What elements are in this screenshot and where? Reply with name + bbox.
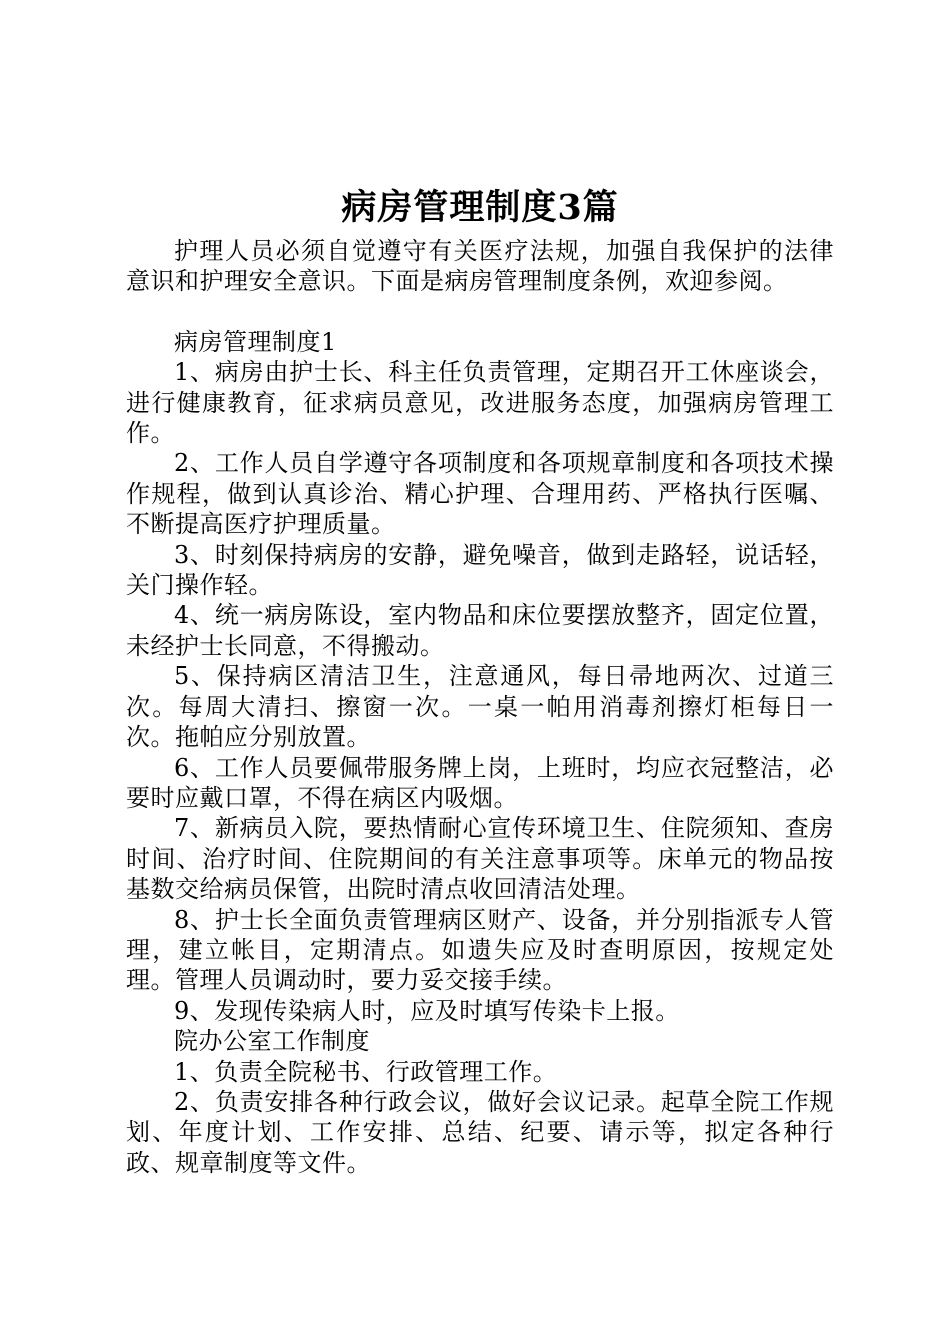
document-page — [126, 180, 834, 1178]
section1-item-8: 8、护士长全面负责管理病区财产、设备，并分别指派专人管理，建立帐目，定期清点。如遗失应及时查明原因，按规定处理。管理人员调动时，要力妥交接手续。 — [126, 905, 834, 995]
section-heading-2: 院办公室工作制度 — [174, 1027, 370, 1056]
section1-item-7: 7、新病员入院，要热情耐心宣传环境卫生、住院须知、查房时间、治疗时间、住院期间的有关注意事项等。床单元的物品按基数交给病员保管，出院时清点收回清洁处理。 — [126, 814, 834, 904]
document-title: 病房管理制度3篇 — [341, 187, 619, 228]
blank-line — [126, 297, 834, 327]
section1-item-9: 9、发现传染病人时，应及时填写传染卡上报。 — [174, 996, 680, 1025]
section2-item-2: 2、负责安排各种行政会议，做好会议记录。起草全院工作规划、年度计划、工作安排、总结、纪要、请示等，拟定各种行政、规章制度等文件。 — [126, 1087, 834, 1177]
section1-item-4: 4、统一病房陈设，室内物品和床位要摆放整齐，固定位置，未经护士长同意，不得搬动。 — [126, 601, 834, 660]
section2-item-1: 1、负责全院秘书、行政管理工作。 — [174, 1057, 558, 1086]
intro-paragraph: 护理人员必须自觉遵守有关医疗法规，加强自我保护的法律意识和护理安全意识。下面是病房管理制度条例，欢迎参阅。 — [126, 237, 834, 296]
section1-item-5: 5、保持病区清洁卫生，注意通风，每日帚地两次、过道三次。每周大清扫、擦窗一次。一桌一帕用消毒剂擦灯柜每日一次。拖帕应分别放置。 — [126, 662, 834, 752]
section1-item-1: 1、病房由护士长、科主任负责管理，定期召开工休座谈会，进行健康教育，征求病员意见，改进服务态度，加强病房管理工作。 — [126, 358, 834, 448]
section1-item-6: 6、工作人员要佩带服务牌上岗，上班时，均应衣冠整洁，必要时应戴口罩，不得在病区内吸烟。 — [126, 753, 834, 812]
section-heading-1: 病房管理制度1 — [174, 327, 337, 356]
section1-item-2: 2、工作人员自学遵守各项制度和各项规章制度和各项技术操作规程，做到认真诊治、精心护理、合理用药、严格执行医嘱、不断提高医疗护理质量。 — [126, 449, 834, 539]
section1-item-3: 3、时刻保持病房的安静，避免噪音，做到走路轻，说话轻，关门操作轻。 — [126, 540, 834, 600]
